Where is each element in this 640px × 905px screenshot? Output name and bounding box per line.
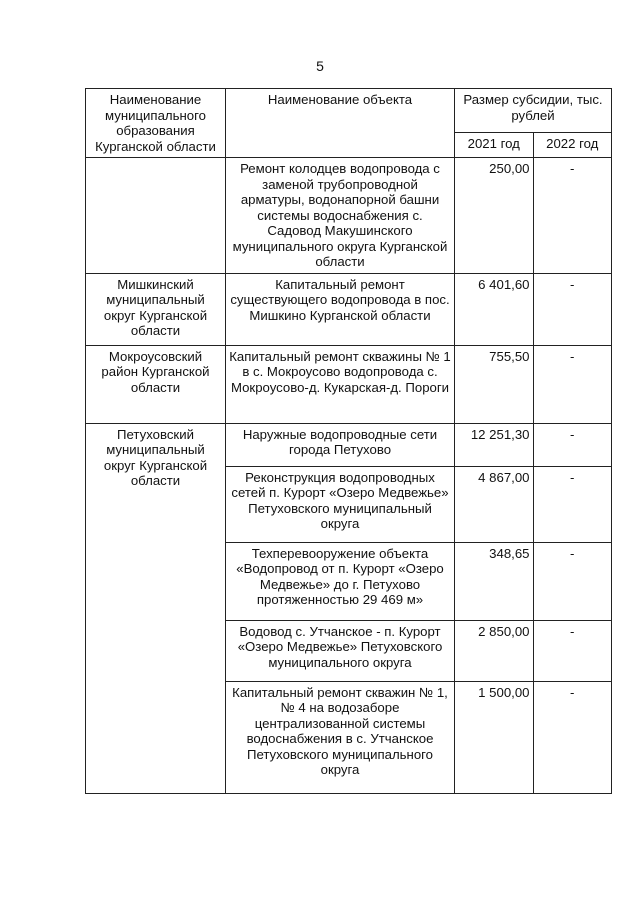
object-cell: Капитальный ремонт скважин № 1, № 4 на водозаборе централизованной системы водоснабжения в с. Утчанское Петуховского муниципального округа (226, 681, 455, 793)
municipality-cell: Петуховский муниципальный округ Курганской области (86, 423, 226, 793)
subsidy-2021-cell: 755,50 (455, 345, 534, 423)
subsidy-2022-cell: - (533, 158, 612, 274)
subsidy-2021-cell: 1 500,00 (455, 681, 534, 793)
object-cell: Ремонт колодцев водопровода с заменой трубопроводной арматуры, водонапорной башни системы водоснабжения с. Садовод Макушинского муниципального округа Курганской области (226, 158, 455, 274)
table-row (86, 158, 612, 274)
municipality-cell (86, 158, 226, 274)
table-row (86, 273, 612, 345)
subsidy-2022-cell: - (533, 273, 612, 345)
subsidy-2021-cell: 4 867,00 (455, 466, 534, 542)
table-row (86, 423, 612, 466)
table-header-row (86, 89, 612, 133)
subsidy-table (85, 88, 612, 794)
page-number: 5 (316, 58, 324, 74)
subsidy-2021-cell: 348,65 (455, 542, 534, 620)
subsidy-2022-cell: - (533, 466, 612, 542)
object-cell: Капитальный ремонт существующего водопровода в пос. Мишкино Курганской области (226, 273, 455, 345)
header-municipality: Наименование муниципального образования Курганской области (86, 89, 226, 158)
subsidy-2022-cell: - (533, 345, 612, 423)
subsidy-2021-cell: 2 850,00 (455, 620, 534, 681)
subsidy-2021-cell: 6 401,60 (455, 273, 534, 345)
header-subsidy: Размер субсидии, тыс. рублей (455, 89, 612, 133)
subsidy-2021-cell: 250,00 (455, 158, 534, 274)
object-cell: Водовод с. Утчанское - п. Курорт «Озеро Медвежье» Петуховского муниципального округа (226, 620, 455, 681)
header-year-2021: 2021 год (455, 132, 534, 157)
object-cell: Реконструкция водопроводных сетей п. Курорт «Озеро Медвежье» Петуховского муниципальный округа (226, 466, 455, 542)
subsidy-2022-cell: - (533, 423, 612, 466)
municipality-cell: Мокроусовский район Курганской области (86, 345, 226, 423)
subsidy-2021-cell: 12 251,30 (455, 423, 534, 466)
object-cell: Техперевооружение объекта «Водопровод от п. Курорт «Озеро Медвежье» до г. Петухово протяженностью 29 469 м» (226, 542, 455, 620)
header-object: Наименование объекта (226, 89, 455, 158)
object-cell: Капитальный ремонт скважины № 1 в с. Мокроусово водопровода с. Мокроусово-д. Кукарская-д. Пороги (226, 345, 455, 423)
header-year-2022: 2022 год (533, 132, 612, 157)
municipality-cell: Мишкинский муниципальный округ Курганской области (86, 273, 226, 345)
subsidy-2022-cell: - (533, 620, 612, 681)
subsidy-2022-cell: - (533, 542, 612, 620)
subsidy-2022-cell: - (533, 681, 612, 793)
object-cell: Наружные водопроводные сети города Петухово (226, 423, 455, 466)
table-row (86, 345, 612, 423)
